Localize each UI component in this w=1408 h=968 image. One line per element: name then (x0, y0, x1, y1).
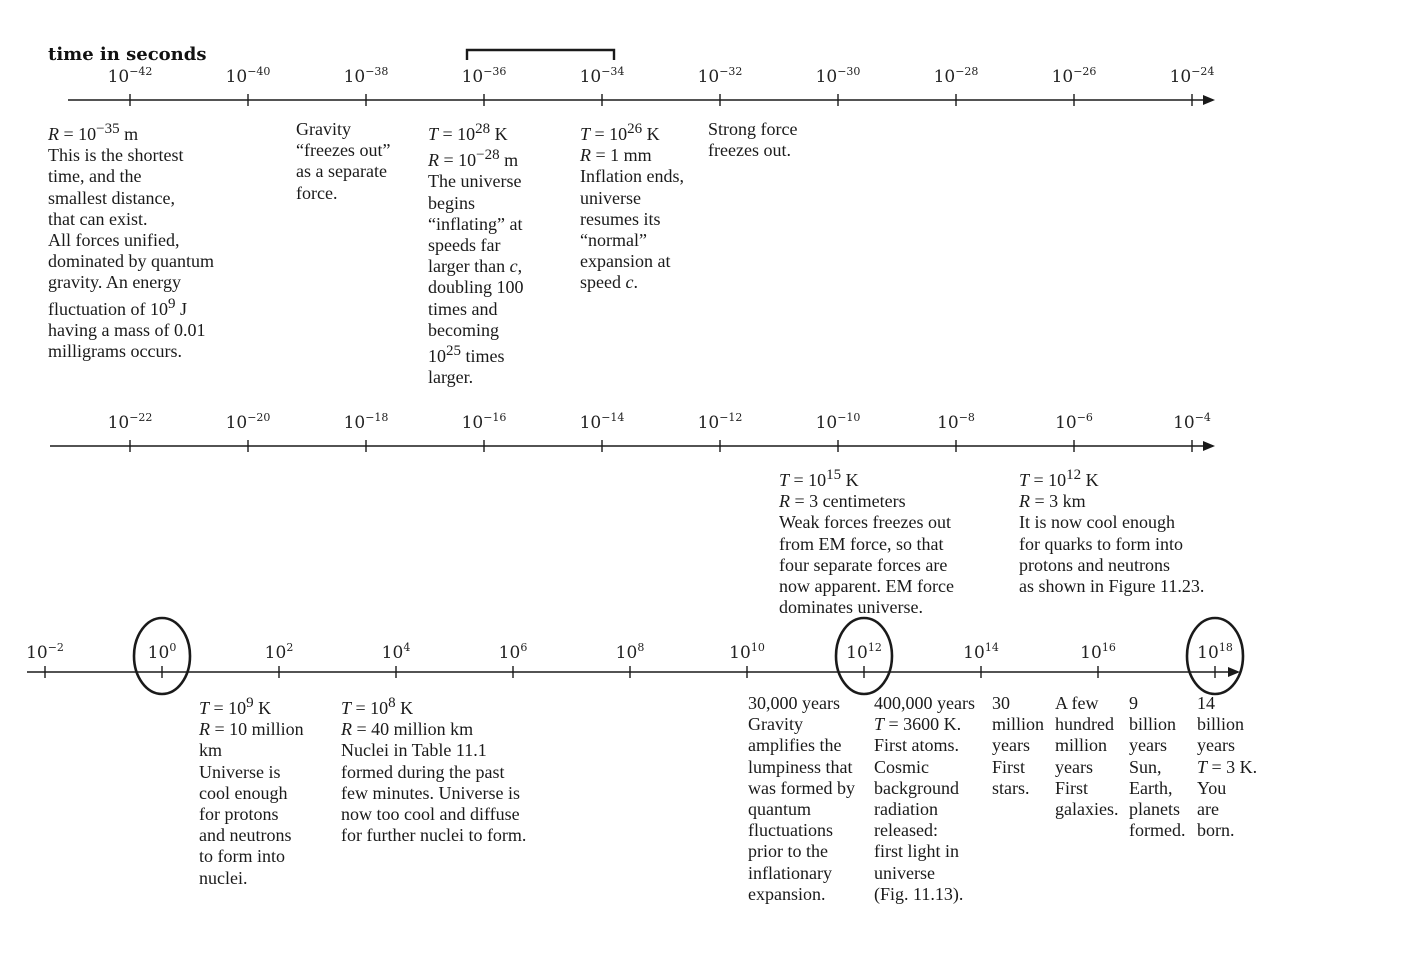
event-note (428, 119, 524, 388)
event-note-line: few minutes. Universe is (341, 782, 520, 803)
event-note-line: 9 (1129, 693, 1138, 713)
tick-label: $10^{-32}$ (697, 65, 743, 87)
tick-label: $10^{-16}$ (461, 411, 507, 433)
event-note-line: planets (1129, 799, 1180, 820)
event-note-line: Cosmic (874, 756, 930, 777)
inflation-bracket (467, 50, 614, 60)
tick-label: $10^{-24}$ (1169, 65, 1215, 87)
event-note (779, 465, 954, 618)
event-note-line: Weak forces freezes out (779, 512, 951, 533)
event-note-line: released: (874, 820, 938, 841)
event-note-line: inflationary (748, 862, 832, 883)
event-note-line: for quarks to form into (1019, 533, 1183, 554)
event-note-line: universe (874, 862, 935, 883)
event-note (580, 119, 684, 294)
tick-label: $10^6$ (498, 641, 528, 663)
event-note-line: R = 40 million km (341, 719, 474, 740)
event-note (1055, 693, 1118, 820)
event-note-line: background (874, 777, 959, 798)
event-note-line: The universe (428, 171, 522, 192)
tick-label: $10^{-2}$ (26, 641, 64, 663)
event-note (748, 693, 855, 905)
event-note-line: resumes its (580, 208, 661, 229)
event-note-line: “freezes out” (296, 140, 391, 161)
event-note-line: 14 (1197, 693, 1215, 713)
event-note-line: for protons (199, 804, 279, 825)
event-note-line: $T = 10^{15}$ K (779, 467, 859, 490)
tick-label: $10^{14}$ (963, 641, 999, 663)
event-note-line: (Fig. 11.13). (874, 883, 964, 904)
tick-label: $10^{-34}$ (579, 65, 625, 87)
event-note-line: First atoms. (874, 735, 960, 756)
event-note-line: to form into (199, 846, 285, 867)
event-note (1197, 693, 1257, 841)
tick-label: $10^{12}$ (846, 641, 882, 663)
tick-label: $10^{-14}$ (579, 411, 625, 433)
event-note-line: Gravity (296, 119, 351, 139)
event-note-line: million (1055, 735, 1108, 756)
event-note (1019, 465, 1204, 597)
event-note-line: four separate forces are (779, 554, 948, 575)
event-note (199, 693, 304, 889)
tick-label: $10^2$ (264, 641, 294, 663)
event-note-line: galaxies. (1055, 799, 1119, 820)
event-note-line: First (1055, 777, 1089, 798)
event-note-line: freezes out. (708, 140, 791, 161)
event-note-line: $T = 10^9$ K (199, 695, 272, 718)
axis-arrow-icon (1203, 441, 1215, 451)
event-note-line: dominates universe. (779, 597, 923, 618)
event-note-line: R = 3 km (1019, 491, 1086, 512)
event-note-line: and neutrons (199, 825, 292, 846)
event-note-line: 30,000 years (748, 693, 840, 713)
event-note-line: R = 10 million (199, 719, 304, 740)
event-note-line: formed during the past (341, 761, 505, 782)
tick-label: $10^4$ (381, 641, 411, 663)
event-note-line: R = 1 mm (580, 145, 652, 166)
event-note-line: dominated by quantum (48, 251, 214, 272)
tick-label: $10^{-38}$ (343, 65, 389, 87)
tick-label: $10^{-4}$ (1173, 411, 1211, 433)
event-note-line: T = 3 K. (1197, 756, 1258, 777)
event-note-line: was formed by (748, 777, 855, 798)
event-note (708, 119, 797, 161)
event-note-line: Universe is (199, 761, 281, 782)
tick-label: $10^{-18}$ (343, 411, 389, 433)
tick-label: $10^{-20}$ (225, 411, 271, 433)
event-note-line: doubling 100 (428, 277, 524, 298)
tick-label: $10^{-26}$ (1051, 65, 1097, 87)
event-note-line: as shown in Figure 11.23. (1019, 576, 1205, 597)
tick-label: $10^{-22}$ (107, 411, 153, 433)
event-note-line: $10^{25}$ times (428, 343, 505, 367)
event-note-line: lumpiness that (748, 756, 853, 777)
event-note-line: $R = 10^{-28}$ m (428, 147, 519, 171)
event-note-line: It is now cool enough (1019, 512, 1175, 533)
event-note-line: billion (1197, 714, 1245, 735)
event-note-line: 30 (992, 693, 1010, 713)
tick-label: $10^{-30}$ (815, 65, 861, 87)
event-note-line: force. (296, 182, 338, 203)
event-note-line: “normal” (580, 230, 647, 251)
tick-label: $10^{16}$ (1080, 641, 1116, 663)
event-note-line: million (992, 714, 1045, 735)
event-note-line: R = 3 centimeters (779, 491, 906, 512)
event-note (341, 693, 526, 846)
event-note-line: universe (580, 187, 641, 208)
event-note (1129, 693, 1185, 841)
event-note-line: larger than c, (428, 256, 523, 277)
tick-label: $10^{-12}$ (697, 411, 743, 433)
tick-label: $10^0$ (147, 641, 177, 663)
event-note (874, 693, 975, 905)
event-note-line: fluctuations (748, 820, 833, 841)
event-note-line: km (199, 740, 223, 761)
event-note-line: now too cool and diffuse (341, 804, 520, 825)
event-note-line: expansion at (580, 251, 671, 272)
event-note-line: quantum (748, 799, 811, 820)
event-note-line: You (1197, 777, 1227, 798)
event-note-line: smallest distance, (48, 187, 175, 208)
event-note-line: First (992, 756, 1026, 777)
event-note-line: $T = 10^{26}$ K (580, 121, 660, 144)
event-note-line: for further nuclei to form. (341, 825, 527, 846)
event-note-line: $T = 10^8$ K (341, 695, 414, 718)
tick-label: $10^{-6}$ (1055, 411, 1093, 433)
event-note-line: from EM force, so that (779, 533, 944, 554)
event-note-line: gravity. An energy (48, 272, 181, 293)
event-note-line: nuclei. (199, 867, 248, 888)
event-note-line: years (1055, 756, 1093, 777)
event-note-line: Gravity (748, 714, 803, 735)
event-note-line: larger. (428, 367, 474, 388)
tick-label: $10^{10}$ (729, 641, 765, 663)
event-note-line: expansion. (748, 883, 826, 904)
event-note-line: billion (1129, 714, 1177, 735)
event-note-line: years (1129, 735, 1167, 756)
event-note-line: $R = 10^{-35}$ m (48, 121, 139, 144)
event-note-line: Nuclei in Table 11.1 (341, 740, 487, 761)
event-note-line: This is the shortest (48, 145, 184, 166)
event-note-line: prior to the (748, 841, 828, 862)
event-note-line: $T = 10^{28}$ K (428, 121, 508, 144)
event-note-line: amplifies the (748, 735, 842, 756)
event-note-line: radiation (874, 799, 938, 820)
event-note (992, 693, 1044, 799)
event-note-line: as a separate (296, 161, 387, 182)
event-note-line: Earth, (1129, 777, 1173, 798)
tick-label: $10^8$ (615, 641, 645, 663)
event-note-line: Strong force (708, 119, 798, 139)
event-note-line: first light in (874, 841, 959, 862)
event-note-line: stars. (992, 777, 1030, 798)
event-note (48, 119, 214, 362)
event-note-line: protons and neutrons (1019, 554, 1170, 575)
event-note-line: hundred (1055, 714, 1114, 735)
event-note-line: years (992, 735, 1030, 756)
event-note-line: formed. (1129, 820, 1186, 841)
event-note-line: now apparent. EM force (779, 576, 954, 597)
event-note-line: All forces unified, (48, 230, 180, 251)
event-note-line: A few (1055, 693, 1099, 713)
event-note-line: speed c. (580, 272, 638, 293)
event-note-line: Inflation ends, (580, 166, 684, 187)
event-note-line: Sun, (1129, 756, 1162, 777)
tick-label: $10^{-36}$ (461, 65, 507, 87)
event-note-line: becoming (428, 319, 499, 340)
event-note-line: fluctuation of $10^9$ J (48, 295, 187, 319)
event-note-line: begins (428, 192, 475, 213)
event-note-line: cool enough (199, 782, 288, 803)
tick-label: $10^{-28}$ (933, 65, 979, 87)
event-note-line: $T = 10^{12}$ K (1019, 467, 1099, 490)
event-note-line: T = 3600 K. (874, 714, 962, 735)
tick-label: $10^{-40}$ (225, 65, 271, 87)
event-note-line: years (1197, 735, 1235, 756)
event-note-line: that can exist. (48, 208, 148, 229)
event-note-line: speeds far (428, 235, 501, 256)
event-note-line: having a mass of 0.01 (48, 319, 206, 340)
figure-header: time in seconds (48, 44, 207, 65)
tick-label: $10^{-8}$ (937, 411, 975, 433)
axis-arrow-icon (1203, 95, 1215, 105)
event-note-line: “inflating” at (428, 213, 523, 234)
timeline-row2 (50, 440, 1215, 452)
event-note-line: are (1197, 799, 1219, 820)
tick-label: $10^{-42}$ (107, 65, 153, 87)
event-note (296, 119, 390, 204)
event-note-line: times and (428, 298, 498, 319)
event-note-line: milligrams occurs. (48, 341, 182, 362)
event-note-line: born. (1197, 820, 1235, 841)
tick-label: $10^{18}$ (1197, 641, 1233, 663)
event-note-line: time, and the (48, 166, 142, 187)
tick-label: $10^{-10}$ (815, 411, 861, 433)
event-note-line: 400,000 years (874, 693, 975, 713)
